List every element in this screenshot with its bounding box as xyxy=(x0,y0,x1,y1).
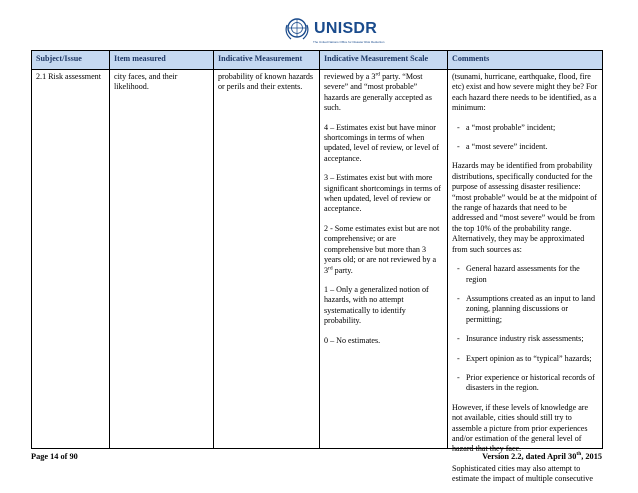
measurement-text: probability of known hazards or perils and their extents. xyxy=(218,72,314,92)
table-row xyxy=(32,70,603,449)
scale-intro: reviewed by a 3rd party. “Most severe” and “most probable” hazards are generally accepted as such. xyxy=(324,71,432,113)
comments-list-1 xyxy=(452,123,598,153)
list-item: - Expert opinion as to “typical” hazards; xyxy=(452,354,598,364)
un-emblem-icon xyxy=(283,15,311,43)
table-header-row xyxy=(32,51,603,70)
page-number: Page 14 of 90 xyxy=(31,452,78,461)
scale-level-2: 2 - Some estimates exist but are not comprehensive; or are comprehensive but more than 3 years old; or are not reviewed by a 3rd party. xyxy=(324,223,440,275)
scale-level-0: 0 – No estimates. xyxy=(324,335,381,345)
comments-p4: Sophisticated cities may also attempt to estimate the impact of multiple consecutive xyxy=(452,463,593,484)
cell-subject xyxy=(32,70,110,449)
subject-text: 2.1 Risk assessment xyxy=(36,72,101,81)
list-item: - a “most probable” incident; xyxy=(452,123,598,133)
list-item: - a “most severe” incident. xyxy=(452,142,598,152)
comments-p2: Hazards may be identified from probability distributions, specifically conducted for the purpose of assessing disaster resilience: “most probable” would be at the midpoint of the range of hazards that need to be addressed and “most severe” would be from the top 10% of the probability range. Alternatively, they may be approximated from such sources as: xyxy=(452,161,597,254)
column-header-comments: Comments xyxy=(448,51,603,70)
list-item: - Assumptions created as an input to land zoning, planning discussions or permitting; xyxy=(452,294,598,325)
comments-list-2 xyxy=(452,264,598,394)
column-header-subject: Subject/Issue xyxy=(32,51,110,70)
scale-level-4: 4 – Estimates exist but have minor shortcomings in terms of when updated, level of review, or level of acceptance. xyxy=(324,122,439,163)
scale-level-1: 1 – Only a generalized notion of hazards, with no attempt systematically to identify probability. xyxy=(324,284,429,326)
column-header-measurement: Indicative Measurement xyxy=(214,51,320,70)
scale-level-3: 3 – Estimates exist but with more significant shortcomings in terms of when updated, level of review or acceptance. xyxy=(324,173,441,214)
list-item: - Insurance industry risk assessments; xyxy=(452,334,598,344)
unisdr-logo xyxy=(283,14,385,44)
column-header-scale: Indicative Measurement Scale xyxy=(320,51,448,70)
comments-p1: (tsunami, hurricane, earthquake, flood, fire etc) exist and how severe might they be? For each hazard there needs to be identified, as a minimum: xyxy=(452,72,598,113)
comments-p3: However, if these levels of knowledge are not available, cities should still try to assemble a picture from prior experiences and/or estimation of the general level of hazard that they face. xyxy=(452,402,589,454)
cell-item xyxy=(110,70,214,449)
item-text: city faces, and their likelihood. xyxy=(114,72,178,92)
logo-subtext: The United Nations Office for Disaster Risk Reduction xyxy=(313,40,385,44)
list-item: - Prior experience or historical records of disasters in the region. xyxy=(452,373,598,394)
list-item: - General hazard assessments for the region xyxy=(452,264,598,285)
cell-measurement xyxy=(214,70,320,449)
cell-scale xyxy=(320,70,448,449)
column-header-item: Item measured xyxy=(110,51,214,70)
version-info: Version 2.2, dated April 30th, 2015 xyxy=(482,451,602,461)
logo-text: UNISDR xyxy=(314,20,378,37)
